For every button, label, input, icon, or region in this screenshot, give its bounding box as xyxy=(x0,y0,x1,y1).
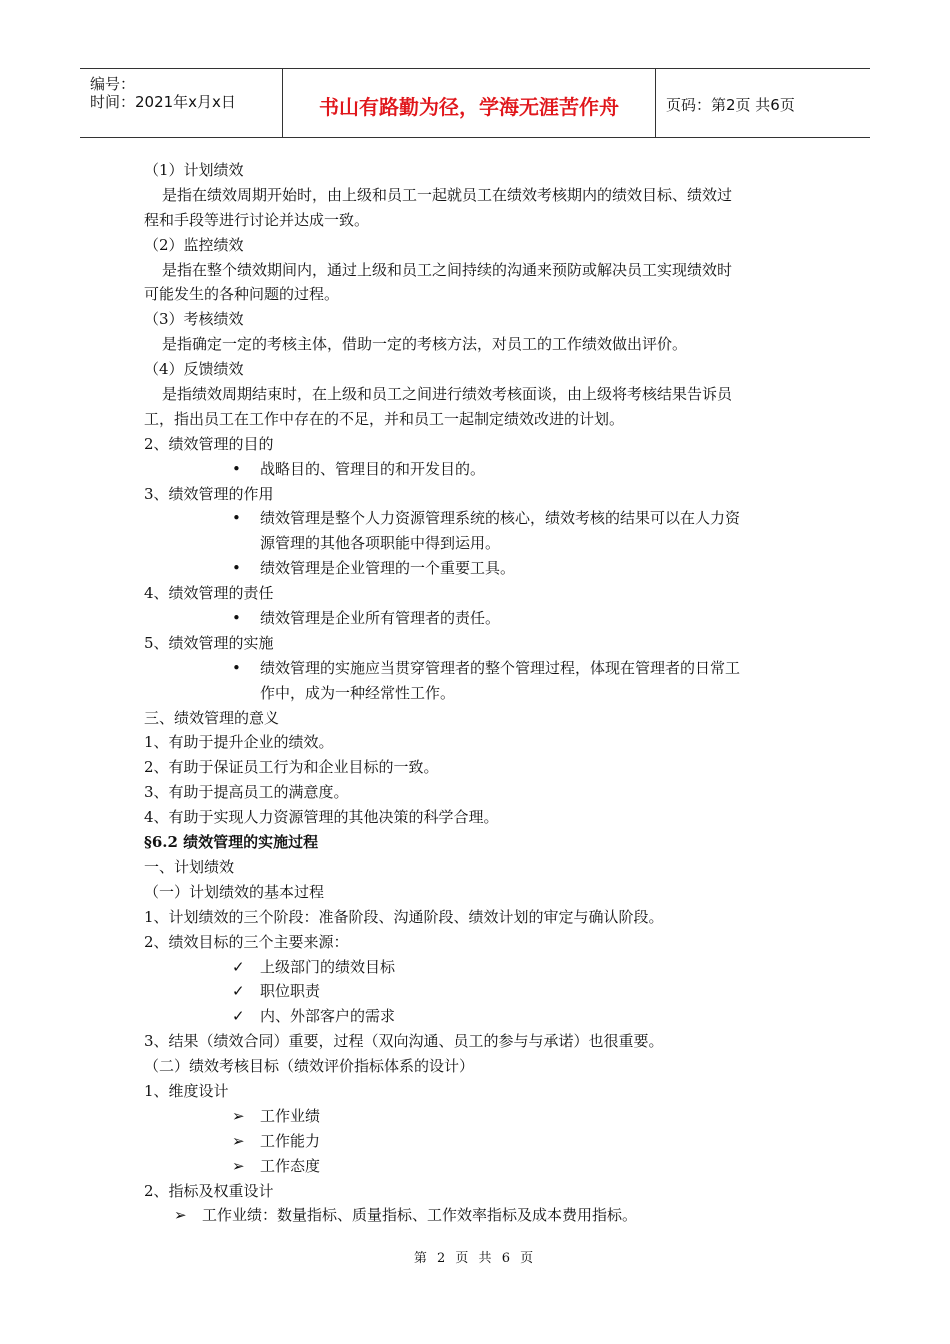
chapter-heading: §6.2 绩效管理的实施过程 xyxy=(144,833,319,852)
subheading: （3）考核绩效 xyxy=(144,310,244,329)
list-item xyxy=(144,556,814,581)
section-heading: 1、维度设计 xyxy=(144,1081,229,1100)
section-heading: 一、计划绩效 xyxy=(144,857,235,876)
list-item xyxy=(144,457,814,482)
section-heading: 5、绩效管理的实施 xyxy=(144,633,274,652)
header-meta-cell xyxy=(80,69,282,137)
bullet-dot-icon: • xyxy=(232,609,241,628)
subheading: （二）绩效考核目标（绩效评价指标体系的设计） xyxy=(144,1057,475,1076)
list-item-text: 工作业绩 xyxy=(260,1106,321,1125)
list-item-text: 绩效管理是整个人力资源管理系统的核心，绩效考核的结果可以在人力资 xyxy=(260,509,741,528)
paragraph-line: 工，指出员工在工作中存在的不足，并和员工一起制定绩效改进的计划。 xyxy=(144,409,625,428)
subheading: （4）反馈绩效 xyxy=(144,360,244,379)
header-table xyxy=(80,68,870,138)
list-item-text: 职位职责 xyxy=(260,982,321,1001)
section-heading: 2、绩效管理的目的 xyxy=(144,434,274,453)
section-heading: 2、指标及权重设计 xyxy=(144,1181,274,1200)
document-body xyxy=(144,158,814,1228)
list-item-continuation: 作中，成为一种经常性工作。 xyxy=(260,683,456,702)
checkmark-icon: ✓ xyxy=(232,982,245,1001)
list-item-text: 工作态度 xyxy=(260,1156,321,1175)
paragraph-line: 3、有助于提高员工的满意度。 xyxy=(144,783,349,802)
section-heading: 3、绩效管理的作用 xyxy=(144,484,274,503)
paragraph-line: 程和手段等进行讨论并达成一致。 xyxy=(144,210,370,229)
paragraph-line: 是指在绩效周期开始时，由上级和员工一起就员工在绩效考核期内的绩效目标、绩效过 xyxy=(162,185,733,204)
section-heading: 4、绩效管理的责任 xyxy=(144,584,274,603)
list-item-continuation: 源管理的其他各项职能中得到运用。 xyxy=(260,534,501,553)
paragraph-line: 1、有助于提升企业的绩效。 xyxy=(144,733,334,752)
section-heading: 三、绩效管理的意义 xyxy=(144,708,280,727)
header-page-cell xyxy=(656,69,870,137)
list-item-text: 战略目的、管理目的和开发目的。 xyxy=(260,459,486,478)
list-item xyxy=(144,1203,814,1228)
list-item-text: 工作能力 xyxy=(260,1131,321,1150)
arrow-bullet-icon: ➢ xyxy=(232,1106,245,1125)
document-number-label: 编号： xyxy=(90,75,136,93)
list-item xyxy=(144,506,814,531)
checkmark-icon: ✓ xyxy=(232,1007,245,1026)
paragraph-line: 2、绩效目标的三个主要来源： xyxy=(144,932,349,951)
paragraph-line: 2、有助于保证员工行为和企业目标的一致。 xyxy=(144,758,439,777)
list-item xyxy=(144,1104,814,1129)
list-item xyxy=(144,1004,814,1029)
list-item-text: 绩效管理的实施应当贯穿管理者的整个管理过程，体现在管理者的日常工 xyxy=(260,658,741,677)
list-item xyxy=(144,656,814,681)
list-item xyxy=(144,955,814,980)
arrow-bullet-icon: ➢ xyxy=(232,1156,245,1175)
page-footer: 第 2 页 共 6 页 xyxy=(413,1251,537,1266)
bullet-dot-icon: • xyxy=(232,459,241,478)
list-item xyxy=(144,1154,814,1179)
document-date-label: 时间：2021年x月x日 xyxy=(90,93,236,111)
bullet-dot-icon: • xyxy=(232,658,241,677)
subheading: （1）计划绩效 xyxy=(144,161,244,179)
header-motto-cell xyxy=(282,69,656,137)
list-item xyxy=(144,1129,814,1154)
header-motto: 书山有路勤为径，学海无涯苦作舟 xyxy=(319,95,619,119)
list-item xyxy=(144,606,814,631)
paragraph-line: 是指绩效周期结束时，在上级和员工之间进行绩效考核面谈，由上级将考核结果告诉员 xyxy=(162,385,733,404)
list-item-text: 绩效管理是企业管理的一个重要工具。 xyxy=(260,559,516,578)
arrow-bullet-icon: ➢ xyxy=(232,1131,245,1150)
paragraph-line: 3、结果（绩效合同）重要，过程（双向沟通、员工的参与与承诺）也很重要。 xyxy=(144,1032,664,1051)
list-item-text: 绩效管理是企业所有管理者的责任。 xyxy=(260,609,501,628)
arrow-bullet-icon: ➢ xyxy=(174,1206,187,1225)
subheading: （一）计划绩效的基本过程 xyxy=(144,882,325,901)
checkmark-icon: ✓ xyxy=(232,957,245,976)
paragraph-line: 4、有助于实现人力资源管理的其他决策的科学合理。 xyxy=(144,808,499,827)
paragraph-line: 1、计划绩效的三个阶段：准备阶段、沟通阶段、绩效计划的审定与确认阶段。 xyxy=(144,907,664,926)
list-item-text: 上级部门的绩效目标 xyxy=(260,957,396,976)
list-item-text: 工作业绩：数量指标、质量指标、工作效率指标及成本费用指标。 xyxy=(202,1206,638,1225)
paragraph-line: 是指在整个绩效期间内，通过上级和员工之间持续的沟通来预防或解决员工实现绩效时 xyxy=(162,260,733,279)
subheading: （2）监控绩效 xyxy=(144,235,244,254)
paragraph-line: 是指确定一定的考核主体，借助一定的考核方法，对员工的工作绩效做出评价。 xyxy=(162,335,688,354)
bullet-dot-icon: • xyxy=(232,509,241,528)
list-item-text: 内、外部客户的需求 xyxy=(260,1007,396,1026)
bullet-dot-icon: • xyxy=(232,559,241,578)
list-item xyxy=(144,979,814,1004)
header-page-label: 页码：第2页 共6页 xyxy=(666,96,795,114)
paragraph-line: 可能发生的各种问题的过程。 xyxy=(144,285,340,304)
